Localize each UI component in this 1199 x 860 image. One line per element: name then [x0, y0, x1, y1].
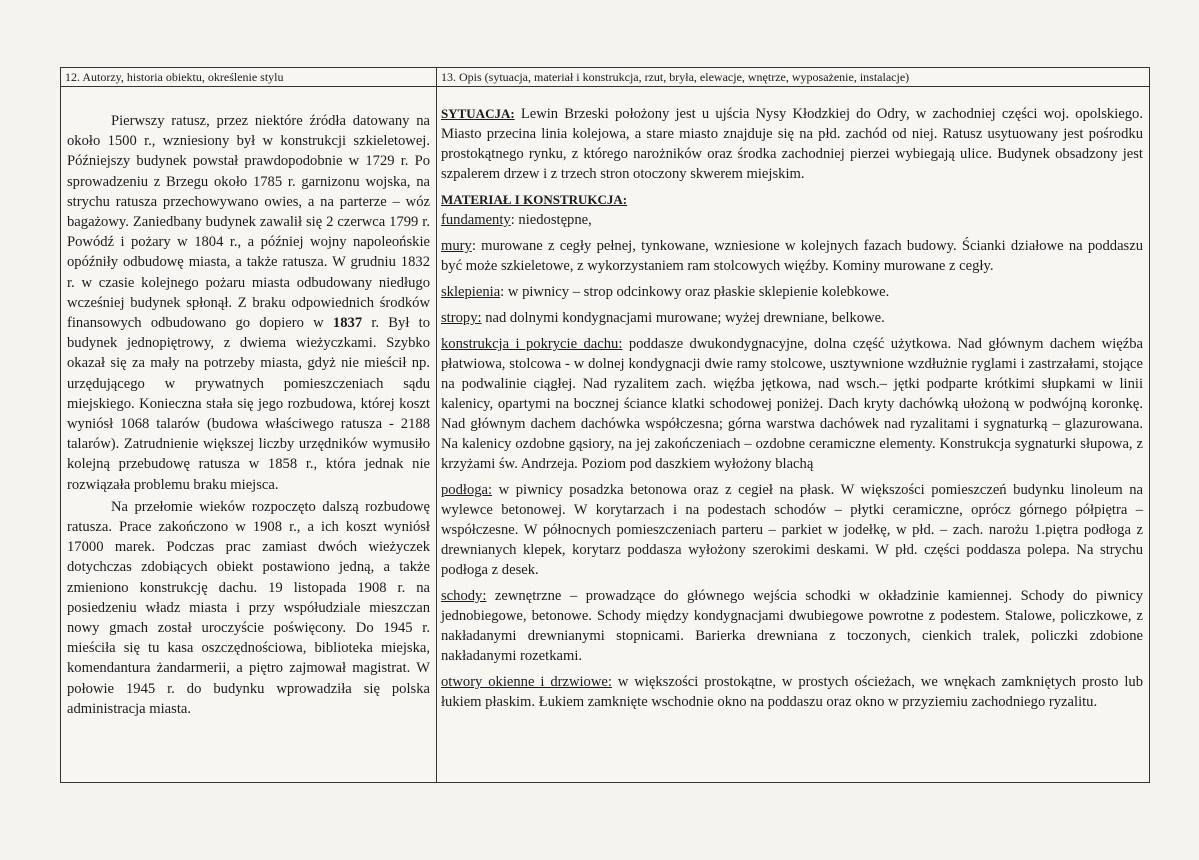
section-stropy: stropy: nad dolnymi kondygnacjami murowane; wyżej drewniane, belkowe. — [441, 310, 885, 326]
section-material-heading: MATERIAŁ I KONSTRUKCJA: — [441, 192, 628, 207]
section-schody: schody: zewnętrzne – prowadzące do głównego wejścia schodki w okładzinie kamiennej. Schody do piwnicy jednobiegowe, betonowe. Schody między kondygnacjami dwubiegowe powrotne z podestem. Stalowe, policzkowe, z nakładanymi drewnianymi stopnicami. Barierka drewniana z toczonych, cienkich tralek, policzki zdobione nakładanymi rozetkami. — [441, 588, 1143, 664]
description-column — [437, 68, 1149, 782]
section-mury: mury: murowane z cegły pełnej, tynkowane, wzniesione w kolejnych fazach budowy. Ścianki działowe na poddaszu być może szkieletowe, z wykorzystaniem ram stolcowych więźby. Kominy murowane z cegły. — [441, 238, 1143, 274]
history-column — [61, 68, 437, 782]
year-1837: 1837 — [332, 315, 363, 332]
section-podloga: podłoga: w piwnicy posadzka betonowa oraz z cegieł na płask. W większości pomieszczeń budynku linoleum na wylewce betonowej. W korytarzach i na podestach schodów – płytki ceramiczne, oprócz górnego półpiętra – współczesne. W północnych pomieszczeniach parteru – parkiet w jodełkę, w płd. – zach. narożu 1.piętra podłoga z drewnianych klepek, korytarz poddasza wyłożony szerokimi deskami. W płd. części poddasza polepa. Na strychu podłoga z desek. — [441, 482, 1143, 578]
history-paragraph-1: Pierwszy ratusz, przez niektóre źródła datowany na około 1500 r., wzniesiony był w konstrukcji szkieletowej. Późniejszy budynek powstał prawdopodobnie w 1729 r. Po sprowadzeniu z Brzegu około 1785 r. garnizonu wojska, na strychu ratusza przechowywano owies, a na parterze – wóz bagażowy. Zaniedbany budynek zawalił się 2 czerwca 1799 r. Powódź i pożary w 1804 r., a później wojny napoleońskie opóźniły odbudowę miasta, a także ratusza. W grudniu 1832 r. w czasie kolejnego pożaru miasta odbudowany niedługo wcześniej budynek spłonął. Z braku odpowiednich środków finansowych odbudowano go dopiero w 1837 r. Był to budynek jednopiętrowy, z dwiema wieżyczkami. Szybko okazał się za mały na potrzeby miasta, gdyż nie mieścił np. urzędującego w prywatnych pomieszczeniach sądu miejskiego. Konieczna stała się jego rozbudowa, której koszt wyniósł 1068 talarów (budowa właściwego ratusza - 2188 talarów). Zatrudnienie większej liczby urzędników wymusiło kolejną przebudowę ratusza w 1858 r., która jednak nie rozwiązała problemu braku miejsca. — [67, 113, 430, 493]
history-paragraph-2: Na przełomie wieków rozpoczęto dalszą rozbudowę ratusza. Prace zakończono w 1908 r., a ich koszt wyniósł 17000 marek. Podczas prac zamiast dwóch wieżyczek dotychczas zdobiących obiekt postawiono jedną, a także zmieniono konstrukcję dachu. 19 listopada 1908 r. na posiedzeniu władz miasta i przy współudziale mieszczan nowy gmach został uroczyście poświęcony. Do 1945 r. mieściła się tu kasa oszczędnościowa, biblioteka miejska, komendantura żandarmerii, a piętro zajmował magistrat. W połowie 1945 r. do budynku wprowadziła się polska administracja miasta. — [67, 498, 430, 717]
history-body — [61, 87, 436, 719]
section-sytuacja: SYTUACJA: Lewin Brzeski położony jest u ujścia Nysy Kłodzkiej do Odry, w zachodniej części woj. opolskiego. Miasto przecina linia kolejowa, a stare miasto znajduje się na płd. zachód od niej. Ratusz usytuowany jest pośrodku prostokątnego rynku, z którego narożników oraz środka zachodniej pierzei wybiegają ulice. Budynek obsadzony jest szpalerem drzew i z trzech stron otoczony skwerem miejskim. — [441, 106, 1143, 182]
form-table — [60, 67, 1150, 783]
section-otwory: otwory okienne i drzwiowe: w większości prostokątne, w prostych ościeżach, we wnękach zamkniętych prosto lub łukiem płaskim. Łukiem zamknięte wschodnie okno na poddaszu oraz okno w przyziemiu zachodniego ryzalitu. — [441, 674, 1144, 710]
description-header: 13. Opis (sytuacja, materiał i konstrukcja, rzut, bryła, elewacje, wnętrze, wyposażenie, instalacje) — [437, 68, 1149, 87]
section-sklepienia: sklepienia: w piwnicy – strop odcinkowy oraz płaskie sklepienie kolebkowe. — [441, 284, 890, 300]
history-header: 12. Autorzy, historia obiektu, określenie stylu — [61, 68, 436, 87]
section-fundamenty: fundamenty: niedostępne, — [441, 212, 592, 228]
description-body — [437, 87, 1149, 718]
section-dach: konstrukcja i pokrycie dachu: poddasze dwukondygnacyjne, dolna część użytkowa. Nad głównym dachem więźba płatwiowa, stolcowa - w dolnej kondygnacji dwie ramy stolcowe, usztywnione wzdłużnie ryglami i zastrzałami, stojące na podwalinie ciągłej. Nad ryzalitem zach. więźba jętkowa, nad wsch.– jętki podparte krótkimi słupkami w linii kalenicy, opartymi na bocznej ściance klatki schodowej poniżej. Dach kryty dachówką ułożoną w podwójną koronkę. Nad głównym dachem dachówka współczesna; górna warstwa dachówek nad ryzalitami i sygnaturką – glazurowana. Na kalenicy ozdobne gąsiory, na jej zakończeniach – ozdobne ceramiczne elementy. Konstrukcja sygnaturki słupowa, z krzyżami św. Andrzeja. Poziom pod daszkiem wyłożony blachą — [441, 336, 1144, 472]
